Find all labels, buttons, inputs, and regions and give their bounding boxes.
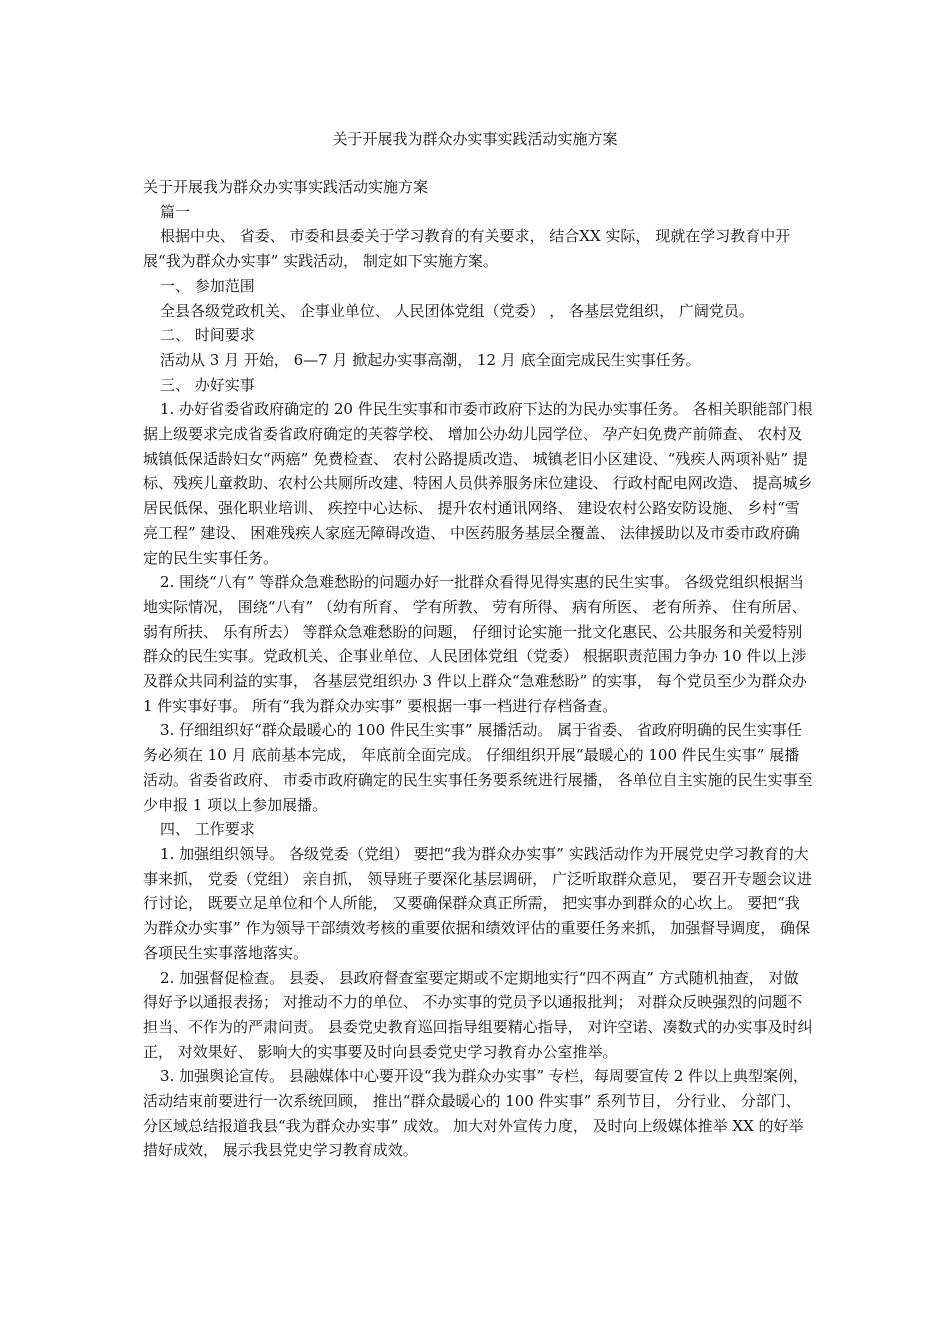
paragraph-intro: 根据中央、 省委、 市委和县委关于学习教育的有关要求， 结合XX 实际， 现就在学习教育中开展“我为群众办实事” 实践活动， 制定如下实施方案。 (143, 227, 791, 271)
document-body (143, 175, 813, 1163)
part-label: 篇一 (160, 202, 191, 221)
paragraph-req-2: 2. 加强督促检查。 县委、 县政府督查室要定期或不定期地实行“四不两直” 方式随机抽查， 对做得好予以通报表扬； 对推动不力的单位、 不办实事的党员予以通报批判； 对群众反映强烈的问题不担当、不作为的严肃问责。 县委党史教育巡回指导组要精心指导， 对许空诺、凑数式的办实事及时纠正， 对效果好、 影响大的实事要及时向县委党史学习教育办公室推举。 (143, 968, 813, 1061)
paragraph-task-1: 1. 办好省委省政府确定的 20 件民生实事和市委市政府下达的为民办实事任务。 各相关职能部门根据上级要求完成省委省政府确定的芙蓉学校、 增加公办幼儿园学位、 孕产妇免费产前筛查、 农村及城镇低保适龄妇女“两癌” 免费检查、 农村公路提质改造、 城镇老旧小区建设、“残疾人两项补贴” 提标、残疾儿童救助、农村公共厕所改建、特困人员供养服务床位建设、 行政村配电网改造、 提高城乡居民低保、强化职业培训、 疾控中心达标、 提升农村通讯网络、 建设农村公路安防设施、 乡村“雪亮工程” 建设、 困难残疾人家庭无障碍改造、 中医药服务基层全覆盖、 法律援助以及市委市政府确定的民生实事任务。 (143, 400, 813, 567)
section-heading-4: 四、 工作要求 (160, 820, 255, 839)
paragraph-task-3: 3. 仔细组织好“群众最暖心的 100 件民生实事” 展播活动。 属于省委、 省政府明确的民生实事任务必须在 10 月 底前基本完成， 年底前全面完成。 仔细组织开展“最暖心的 100 件民生实事” 展播活动。省委省政府、 市委市政府确定的民生实事任务要系统进行展播， 各单位自主实施的民生实事至少申报 1 项以上参加展播。 (143, 721, 813, 814)
section-heading-2: 二、 时间要求 (160, 326, 255, 345)
document-title: 关于开展我为群众办实事实践活动实施方案 (332, 130, 618, 148)
section-heading-1: 一、 参加范围 (160, 276, 255, 295)
paragraph-time: 活动从 3 月 开始， 6—7 月 掀起办实事高潮， 12 月 底全面完成民生实事任务。 (160, 350, 701, 369)
section-heading-3: 三、 办好实事 (160, 375, 255, 394)
document-subtitle: 关于开展我为群众办实事实践活动实施方案 (143, 178, 429, 196)
paragraph-req-3: 3. 加强舆论宣传。 县融媒体中心要开设“我为群众办实事” 专栏，每周要宣传 2 件以上典型案例， 活动结束前要进行一次系统回顾， 推出“群众最暖心的 100 件实事” 系列节目， 分行业、 分部门、 分区域总结报道我县“我为群众办实事” 成效。 加大对外宣传力度， 及时向上级媒体推举 XX 的好举措好成效， 展示我县党史学习教育成效。 (143, 1067, 809, 1160)
paragraph-req-1: 1. 加强组织领导。 各级党委（党组） 要把“我为群众办实事” 实践活动作为开展党史学习教育的大事来抓， 党委（党组） 亲自抓， 领导班子要深化基层调研， 广泛听取群众意见， 要召开专题会议进行讨论， 既要立足单位和个人所能， 又要确保群众真正所需， 把实事办到群众的心坎上。 要把“我为群众办实事” 作为领导干部绩效考核的重要依据和绩效评估的重要任务来抓， 加强督导调度， 确保各项民生实事落地落实。 (143, 844, 812, 962)
paragraph-scope: 全县各级党政机关、 企事业单位、 人民团体党组（党委） ， 各基层党组织， 广阔党员。 (160, 301, 754, 320)
paragraph-task-2: 2. 围绕“八有” 等群众急难愁盼的问题办好一批群众看得见得实惠的民生实事。 各级党组织根据当地实际情况， 围绕“八有” （幼有所育、 学有所教、 劳有所得、 病有所医、 老有所养、 住有所居、 弱有所扶、 乐有所去） 等群众急难愁盼的问题， 仔细讨论实施一批文化惠民、公共服务和关爱特别群众的民生实事。党政机关、企事业单位、人民团体党组（党委） 根据职责范围力争办 10 件以上涉及群众共同利益的实事， 各基层党组织办 3 件以上群众“急难愁盼” 的实事， 每个党员至少为群众办 1 件实事好事。 所有“我为群众办实事” 要根据一事一档进行存档备查。 (143, 573, 807, 715)
